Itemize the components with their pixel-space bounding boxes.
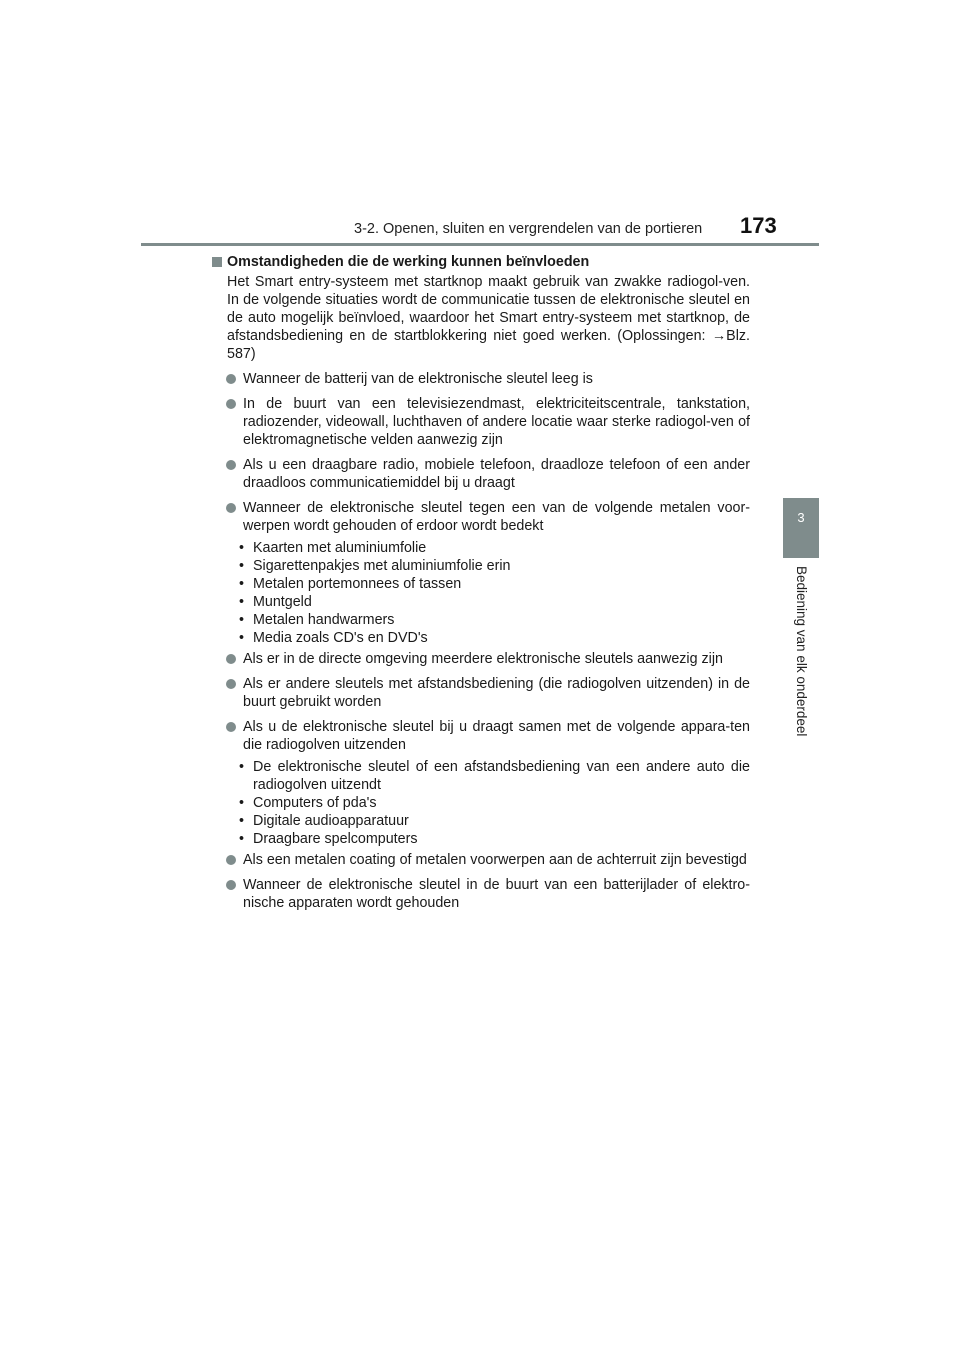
main-content: [210, 253, 750, 919]
sublist-item-text: Draagbare spelcomputers: [253, 831, 418, 847]
sublist-item: • De elektronische sleutel of een afstandsbediening van een andere auto die radiogolven uitzendt: [239, 759, 750, 793]
sublist-item: • Digitale audioapparatuur: [239, 812, 750, 830]
page-number: 173: [740, 213, 777, 238]
section-title: 3-2. Openen, sluiten en vergrendelen van de portieren: [354, 221, 703, 237]
sublist-item-text: De elektronische sleutel of een afstandsbediening van een andere auto die radiogolven uitzendt: [253, 759, 750, 793]
list-item-text: Als er andere sleutels met afstandsbediening (die radiogolven uitzenden) in de buurt gebruikt worden: [243, 676, 750, 710]
sublist-item: • Media zoals CD's en DVD's: [239, 629, 750, 647]
circle-bullet-icon: [226, 503, 236, 513]
circle-bullet-icon: [226, 855, 236, 865]
list-item: [210, 650, 750, 668]
circle-bullet-icon: [226, 399, 236, 409]
sublist-item: • Metalen portemonnees of tassen: [239, 575, 750, 593]
sublist-item: • Sigarettenpakjes met aluminiumfolie erin: [239, 557, 750, 575]
metal-objects-sublist: [210, 539, 750, 647]
chapter-tab: [783, 498, 819, 558]
sublist-item: • Computers of pda's: [239, 794, 750, 812]
list-item-text: Als u de elektronische sleutel bij u draagt samen met de volgende appara-ten die radiogolven uitzenden: [243, 719, 750, 753]
list-item-text: Als u een draagbare radio, mobiele telefoon, draadloze telefoon of een ander draadloos communicatiemiddel bij u draagt: [243, 457, 750, 491]
list-item: [210, 718, 750, 754]
sublist-item: • Draagbare spelcomputers: [239, 830, 750, 848]
list-item: [210, 851, 750, 869]
sublist-item: • Muntgeld: [239, 593, 750, 611]
circle-bullet-icon: [226, 374, 236, 384]
list-item-text: In de buurt van een televisiezendmast, elektriciteitscentrale, tankstation, radiozender, videowall, luchthaven of andere locatie waar sterke radiogol-ven of elektromagnetische velden aanwezig zijn: [243, 396, 750, 448]
chapter-label-text: Bediening van elk onderdeel: [794, 566, 809, 737]
square-bullet-icon: [212, 257, 222, 267]
circle-bullet-icon: [226, 460, 236, 470]
circle-bullet-icon: [226, 654, 236, 664]
list-item: [210, 675, 750, 711]
sublist-item-text: Metalen handwarmers: [253, 612, 395, 628]
page-header: [0, 0, 960, 250]
circle-bullet-icon: [226, 722, 236, 732]
chapter-number: 3: [797, 510, 805, 525]
circle-bullet-icon: [226, 880, 236, 890]
sublist-item-text: Digitale audioapparatuur: [253, 813, 409, 829]
list-item-text: Als er in de directe omgeving meerdere elektronische sleutels aanwezig zijn: [243, 651, 723, 667]
sublist-item-text: Metalen portemonnees of tassen: [253, 576, 462, 592]
list-item: [210, 876, 750, 912]
header-divider: [141, 243, 819, 246]
sublist-item: • Kaarten met aluminiumfolie: [239, 539, 750, 557]
list-item: [210, 456, 750, 492]
circle-bullet-icon: [226, 679, 236, 689]
heading-text: Omstandigheden die de werking kunnen beïnvloeden: [227, 254, 590, 270]
sublist-item-text: Media zoals CD's en DVD's: [253, 630, 428, 646]
sublist-item: • Metalen handwarmers: [239, 611, 750, 629]
list-item: [210, 370, 750, 388]
list-item-text: Wanneer de batterij van de elektronische sleutel leeg is: [243, 371, 593, 387]
sublist-item-text: Kaarten met aluminiumfolie: [253, 540, 427, 556]
list-item: [210, 395, 750, 449]
sublist-item-text: Muntgeld: [253, 594, 312, 610]
sublist-item-text: Sigarettenpakjes met aluminiumfolie erin: [253, 558, 511, 574]
section-heading: [210, 253, 750, 271]
list-item-text: Wanneer de elektronische sleutel in de buurt van een batterijlader of elektro-nische apparaten wordt gehouden: [243, 877, 750, 911]
list-item: [210, 499, 750, 535]
intro-paragraph: Het Smart entry-systeem met startknop maakt gebruik van zwakke radiogol-ven. In de volgende situaties wordt de communicatie tussen de elektronische sleutel en de auto mogelijk beïnvloed, waardoor het Smart entry-systeem met startknop, de afstandsbediening en de startblokkering niet goed werken. (Oplossingen: →Blz. 587): [227, 274, 750, 362]
list-item-text: Wanneer de elektronische sleutel tegen een van de volgende metalen voor-werpen wordt gehouden of erdoor wordt bedekt: [243, 500, 750, 534]
devices-sublist: [210, 758, 750, 848]
sublist-item-text: Computers of pda's: [253, 795, 377, 811]
list-item-text: Als een metalen coating of metalen voorwerpen aan de achterruit zijn bevestigd: [243, 852, 747, 868]
